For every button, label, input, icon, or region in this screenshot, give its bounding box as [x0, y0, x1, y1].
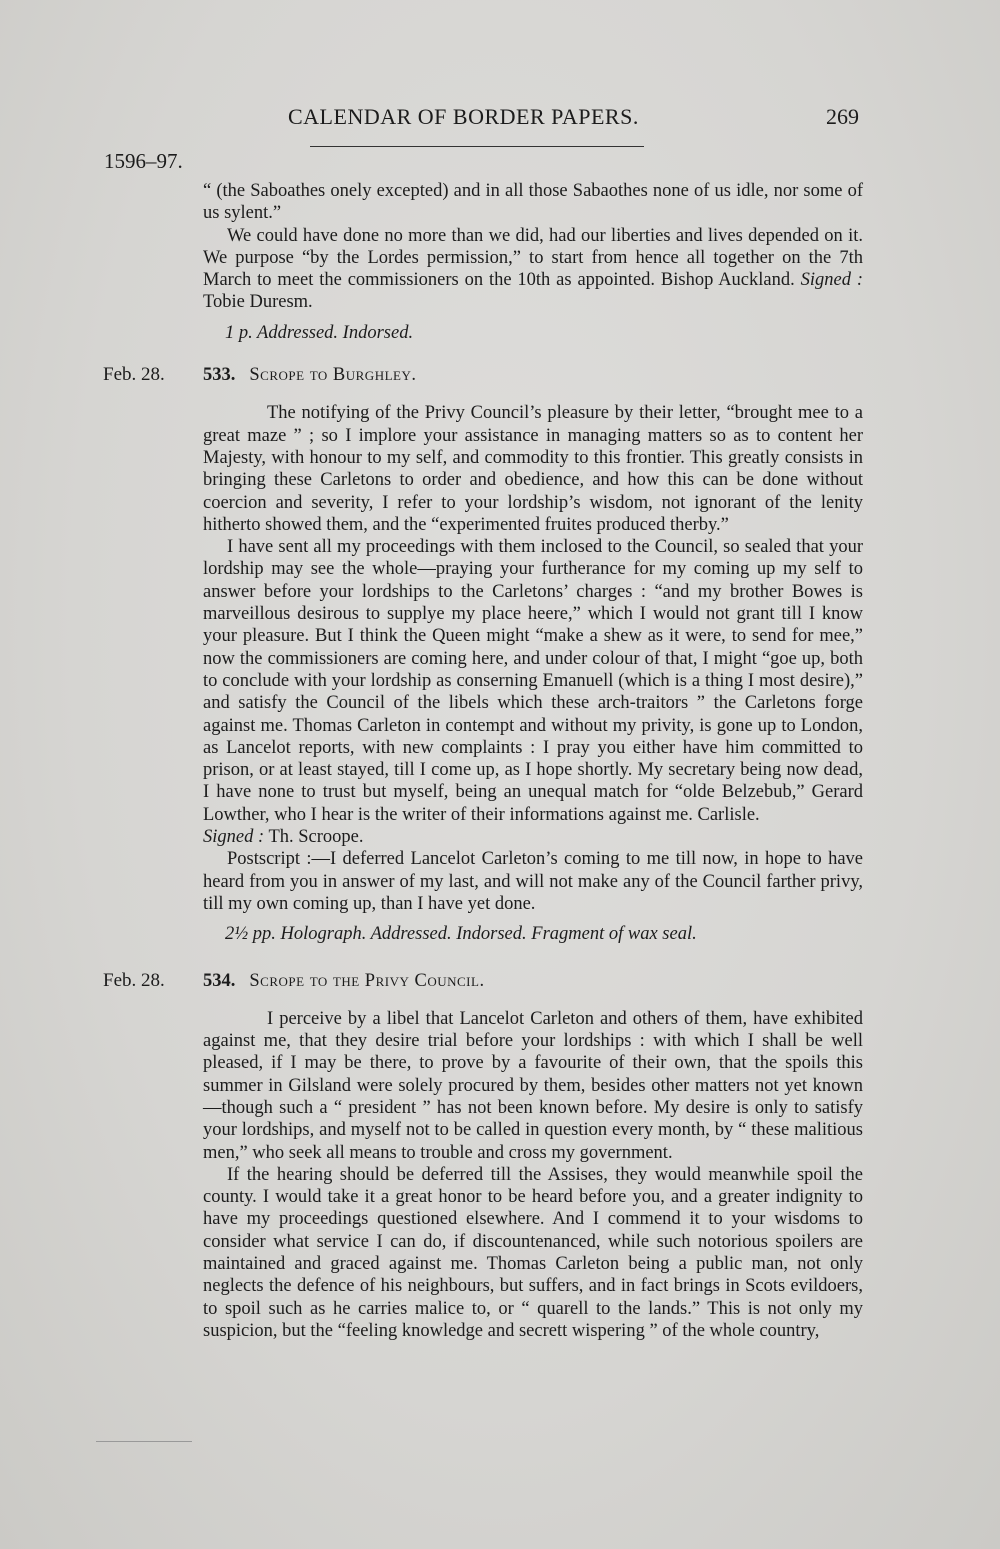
- entry-title: Scrope to the Privy Council.: [249, 970, 485, 991]
- header-rule: [310, 146, 644, 147]
- entry-title: Scrope to Burghley.: [249, 365, 417, 386]
- year-label: 1596–97.: [104, 149, 183, 173]
- entry-534: [103, 969, 863, 1343]
- intro-paragraph-1: “ (the Saboathes onely excepted) and in all those Sabaothes none of us idle, nor some of us sylent.”: [203, 181, 863, 224]
- entry-paragraph-2: I have sent all my proceedings with them inclosed to the Council, so sealed that your lordship may see the whole—praying your furtherance for my coming up my self to answer before your lordships to the Carletons’ charges : “and my brother Bowes is marveillous desirous to supplye my place heere,” which I would not grant till I know your pleasure. But I think the Queen might “make a shew as it were, to send for mee,” now the commissioners are coming here, and under colour of that, I might “goe up, both to conclude with your lordship as conserning Emanuell (which is a thing I most desire),” and satisfy the Council of the libels which these arch-traitors ” the Carletons forge against me. Thomas Carleton in contempt and without my privity, is gone up to London, as Lancelot reports, with new complaints : I pray you either have him committed to prison, or at least stayed, till I come up, as I hope shortly. My secretary being now dead, I have none to trust but myself, being an unequal match for “olde Belzebub,” Gerard Lowther, who I hear is the writer of their informations against me. Carlisle.: [203, 537, 863, 825]
- intro-paragraph-2-text: We could have done no more than we did, had our liberties and lives depended on it. We purpose “by the Lordes permission,” to start from hence all together on the 7th March to meet the commissioners on the 10th as appointed. Bishop Auckland.: [203, 225, 863, 291]
- entry-heading: [203, 364, 863, 386]
- entry-date: Feb. 28.: [103, 364, 165, 386]
- entry-postscript: Postscript :—I deferred Lancelot Carleton’s coming to me till now, in hope to have heard from you in answer of my last, and will not make any of the Council farther privy, till my own coming up, than I have yet done.: [203, 849, 863, 914]
- intro-note: 1 p. Addressed. Indorsed.: [225, 322, 414, 343]
- intro-paragraph-2: [203, 225, 863, 314]
- entry-paragraph-2: If the hearing should be deferred till the Assises, they would meanwhile spoil the county. I would take it a great honor to be heard before you, and a greater indignity to have my proceedings questioned elsewhere. And I commend it to your wisdoms to consider what service I can do, if discountenanced, while such notorious spoilers are maintained and graced against me. Thomas Carleton being a public man, not only neglects the defence of his neighbours, but suffers, and in fact brings in Scots evildoers, to spoil such as he carries malice to, or “ quarell to the lands.” This is not only my suspicion, but the “feeling knowledge and secrett wispering ” of the whole country,: [203, 1164, 863, 1341]
- signed-name: Th. Scroope.: [268, 827, 364, 848]
- entry-paragraph-1: I perceive by a libel that Lancelot Carleton and others of them, have exhibited against me, that they desire trial before your lordships : with which I shall be well pleased, if I may be there, to prove by a favourite of their own, that the spoils this summer in Gilsland were solely procured by them, besides other matters not yet known—though such a “ president ” has not been known before. My desire is only to satisfy your lordships, and myself not to be called in question every month, by “ these malitious men,” who seek all means to trouble and cross my government.: [203, 1008, 863, 1163]
- intro-signed-label: Signed :: [800, 270, 864, 291]
- entry-signature: [203, 826, 863, 848]
- entry-date: Feb. 28.: [103, 969, 165, 991]
- intro-signed-name: Tobie Duresm.: [203, 292, 313, 313]
- page-body: [103, 180, 864, 1342]
- entry-number: 533.: [203, 365, 236, 386]
- entry-533: [103, 364, 863, 945]
- page-number: 269: [826, 104, 859, 129]
- signed-label: Signed :: [203, 827, 265, 848]
- running-title: CALENDAR OF BORDER PAPERS.: [288, 104, 639, 129]
- margin-rule: [96, 1441, 192, 1442]
- entry-paragraph-1: The notifying of the Privy Council’s pleasure by their letter, “brought mee to a great maze ” ; so I implore your assistance in managing matters so as to content her Majesty, with honour to my self, and commodity to this frontier. This greatly consists in bringing these Carletons to order and obedience, and how this can be done without coercion and severity, I refer to your lordship’s wisdom, not ignorant of the lenity hitherto showed them, and the “experimented fruites produced therby.”: [203, 403, 863, 535]
- entry-heading: [203, 970, 863, 992]
- page-header: [0, 104, 1000, 144]
- entry-number: 534.: [203, 970, 236, 991]
- entry-note: 2½ pp. Holograph. Addressed. Indorsed. Fragment of wax seal.: [225, 924, 697, 945]
